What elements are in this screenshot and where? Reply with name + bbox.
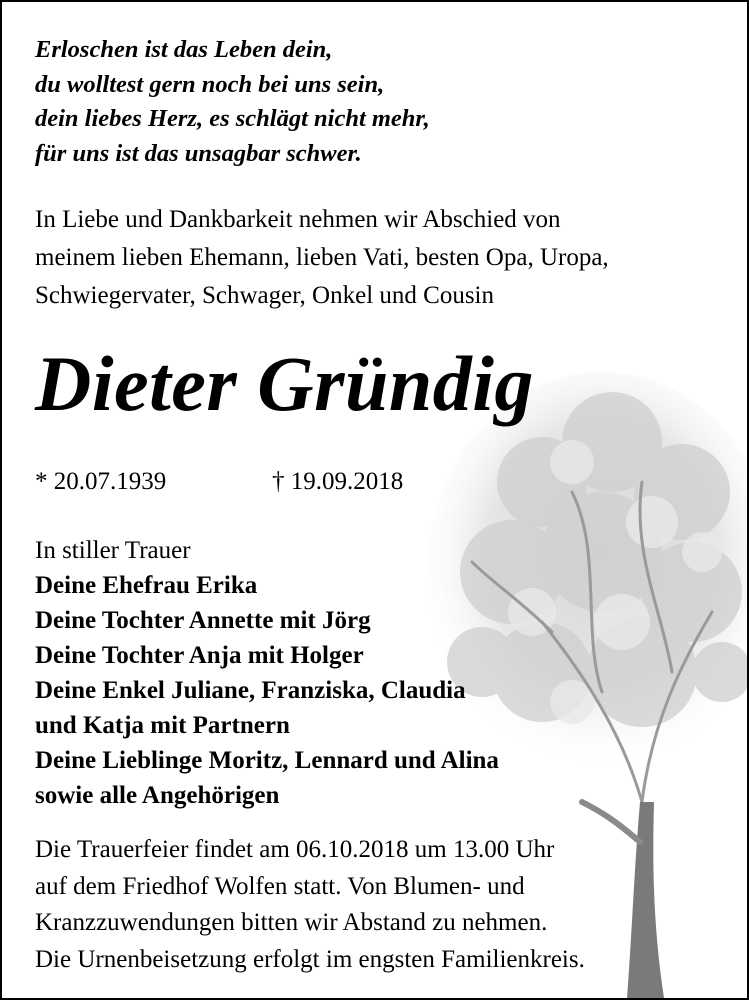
notice-line: Die Urnenbeisetzung erfolgt im engsten Familienkreis. <box>35 945 585 973</box>
poem-line: dein liebes Herz, es schlägt nicht mehr, <box>35 105 430 132</box>
mourner-line: Deine Tochter Annette mit Jörg <box>35 607 371 634</box>
mourner-line: Deine Tochter Anja mit Holger <box>35 642 364 669</box>
mourner-line: Deine Enkel Juliane, Franziska, Claudia <box>35 677 466 704</box>
funeral-notice <box>35 832 585 978</box>
notice-line: Kranzzuwendungen bitten wir Abstand zu nehmen. <box>35 909 548 936</box>
poem-line: Erloschen ist das Leben dein, <box>35 36 333 63</box>
intro-line: In Liebe und Dankbarkeit nehmen wir Abschied von <box>35 206 561 233</box>
mourners-heading: In stiller Trauer <box>35 537 191 564</box>
notice-line: Die Trauerfeier findet am 06.10.2018 um 13.00 Uhr <box>35 836 555 863</box>
birth-date: * 20.07.1939 <box>35 468 167 495</box>
memorial-poem <box>35 33 430 171</box>
notice-line: auf dem Friedhof Wolfen statt. Von Blumen- und <box>35 872 525 900</box>
intro-line: meinem lieben Ehemann, lieben Vati, besten Opa, Uropa, <box>35 244 609 271</box>
intro-line: Schwiegervater, Schwager, Onkel und Cousin <box>35 282 494 309</box>
mourner-line: Deine Lieblinge Moritz, Lennard und Alina <box>35 747 499 774</box>
mourner-line: Deine Ehefrau Erika <box>35 572 258 599</box>
life-dates <box>35 463 635 501</box>
poem-line: du wolltest gern noch bei uns sein, <box>35 70 385 98</box>
farewell-intro <box>35 201 609 315</box>
mourners-list <box>35 533 499 813</box>
poem-line: für uns ist das unsagbar schwer. <box>35 139 362 167</box>
deceased-name: Dieter Gründig <box>35 340 534 427</box>
death-date: † 19.09.2018 <box>272 468 404 495</box>
mourner-line: und Katja mit Partnern <box>35 712 290 739</box>
mourner-line: sowie alle Angehörigen <box>35 782 280 809</box>
